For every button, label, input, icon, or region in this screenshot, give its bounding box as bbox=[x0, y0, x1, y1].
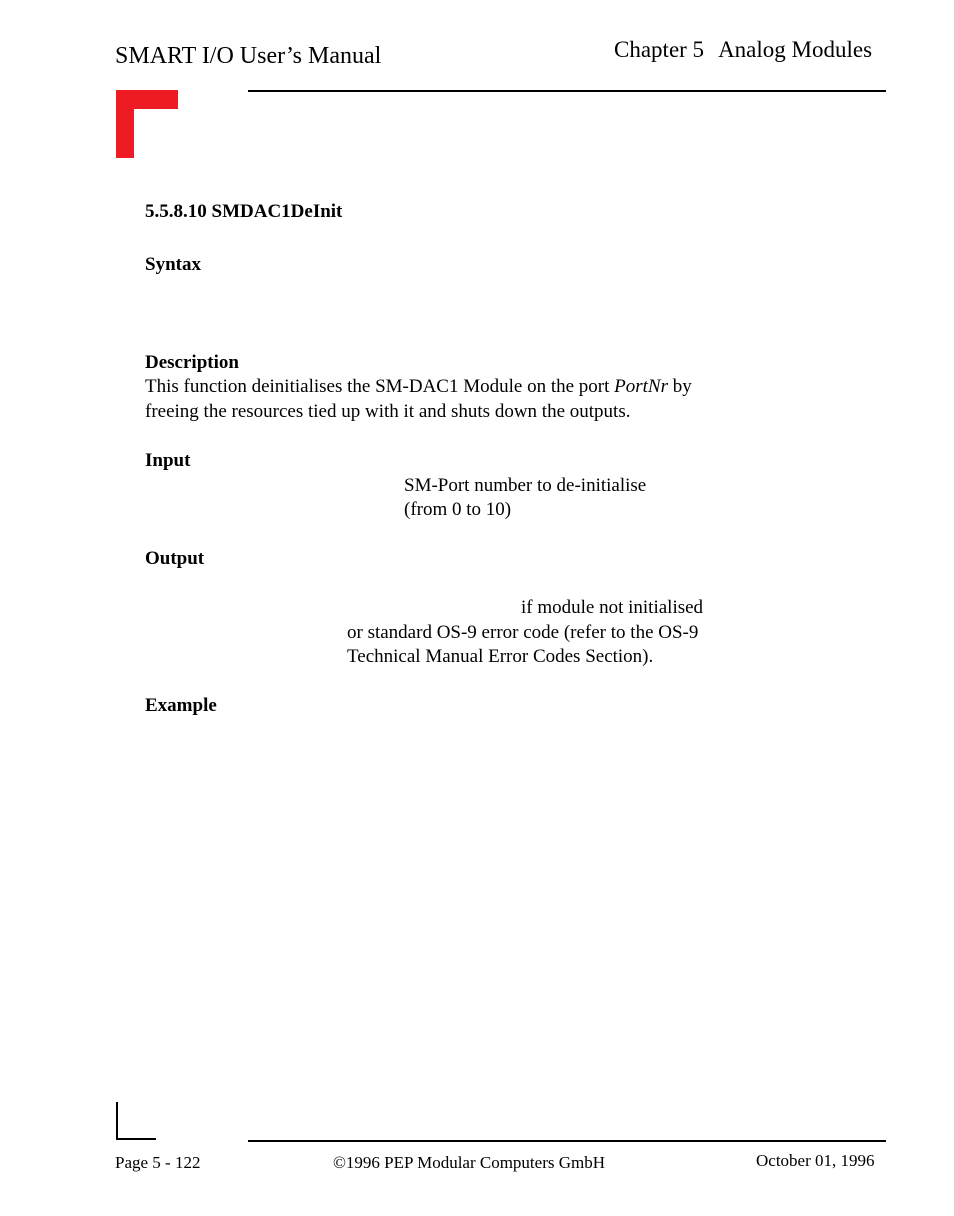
description-heading: Description bbox=[145, 352, 239, 373]
header-rule bbox=[248, 90, 886, 92]
description-line-2: freeing the resources tied up with it and shuts down the outputs. bbox=[145, 401, 631, 422]
footer-corner-horizontal bbox=[116, 1138, 156, 1140]
input-range: (from 0 to 10) bbox=[404, 499, 512, 520]
input-heading: Input bbox=[145, 450, 191, 471]
copyright: ©1996 PEP Modular Computers GmbH bbox=[333, 1153, 606, 1172]
example-heading: Example bbox=[145, 695, 217, 716]
description-text-end: by bbox=[668, 376, 692, 397]
output-line-2: or standard OS-9 error code (refer to the OS-9 bbox=[347, 622, 699, 643]
port-parameter: PortNr bbox=[614, 376, 669, 397]
section-title: 5.5.8.10 SMDAC1DeInit bbox=[145, 201, 343, 222]
description-text: This function deinitialises the SM-DAC1 Module on the port bbox=[145, 376, 615, 397]
manual-title: SMART I/O User’s Manual bbox=[115, 43, 382, 69]
footer-rule bbox=[248, 1140, 886, 1142]
publication-date: October 01, 1996 bbox=[756, 1151, 875, 1170]
chapter-number: Chapter 5 bbox=[614, 37, 705, 62]
output-line-3: Technical Manual Error Codes Section). bbox=[347, 646, 654, 667]
output-heading: Output bbox=[145, 548, 205, 569]
chapter-heading bbox=[614, 37, 872, 63]
input-description: SM-Port number to de-initialise bbox=[404, 475, 647, 496]
description-line-1 bbox=[145, 376, 692, 398]
corner-mark-horizontal bbox=[116, 90, 178, 109]
output-line-1: if module not initialised bbox=[521, 597, 704, 618]
page-number: Page 5 - 122 bbox=[115, 1153, 201, 1172]
syntax-heading: Syntax bbox=[145, 254, 201, 275]
footer-corner-vertical bbox=[116, 1102, 118, 1140]
chapter-title: Analog Modules bbox=[718, 37, 873, 62]
